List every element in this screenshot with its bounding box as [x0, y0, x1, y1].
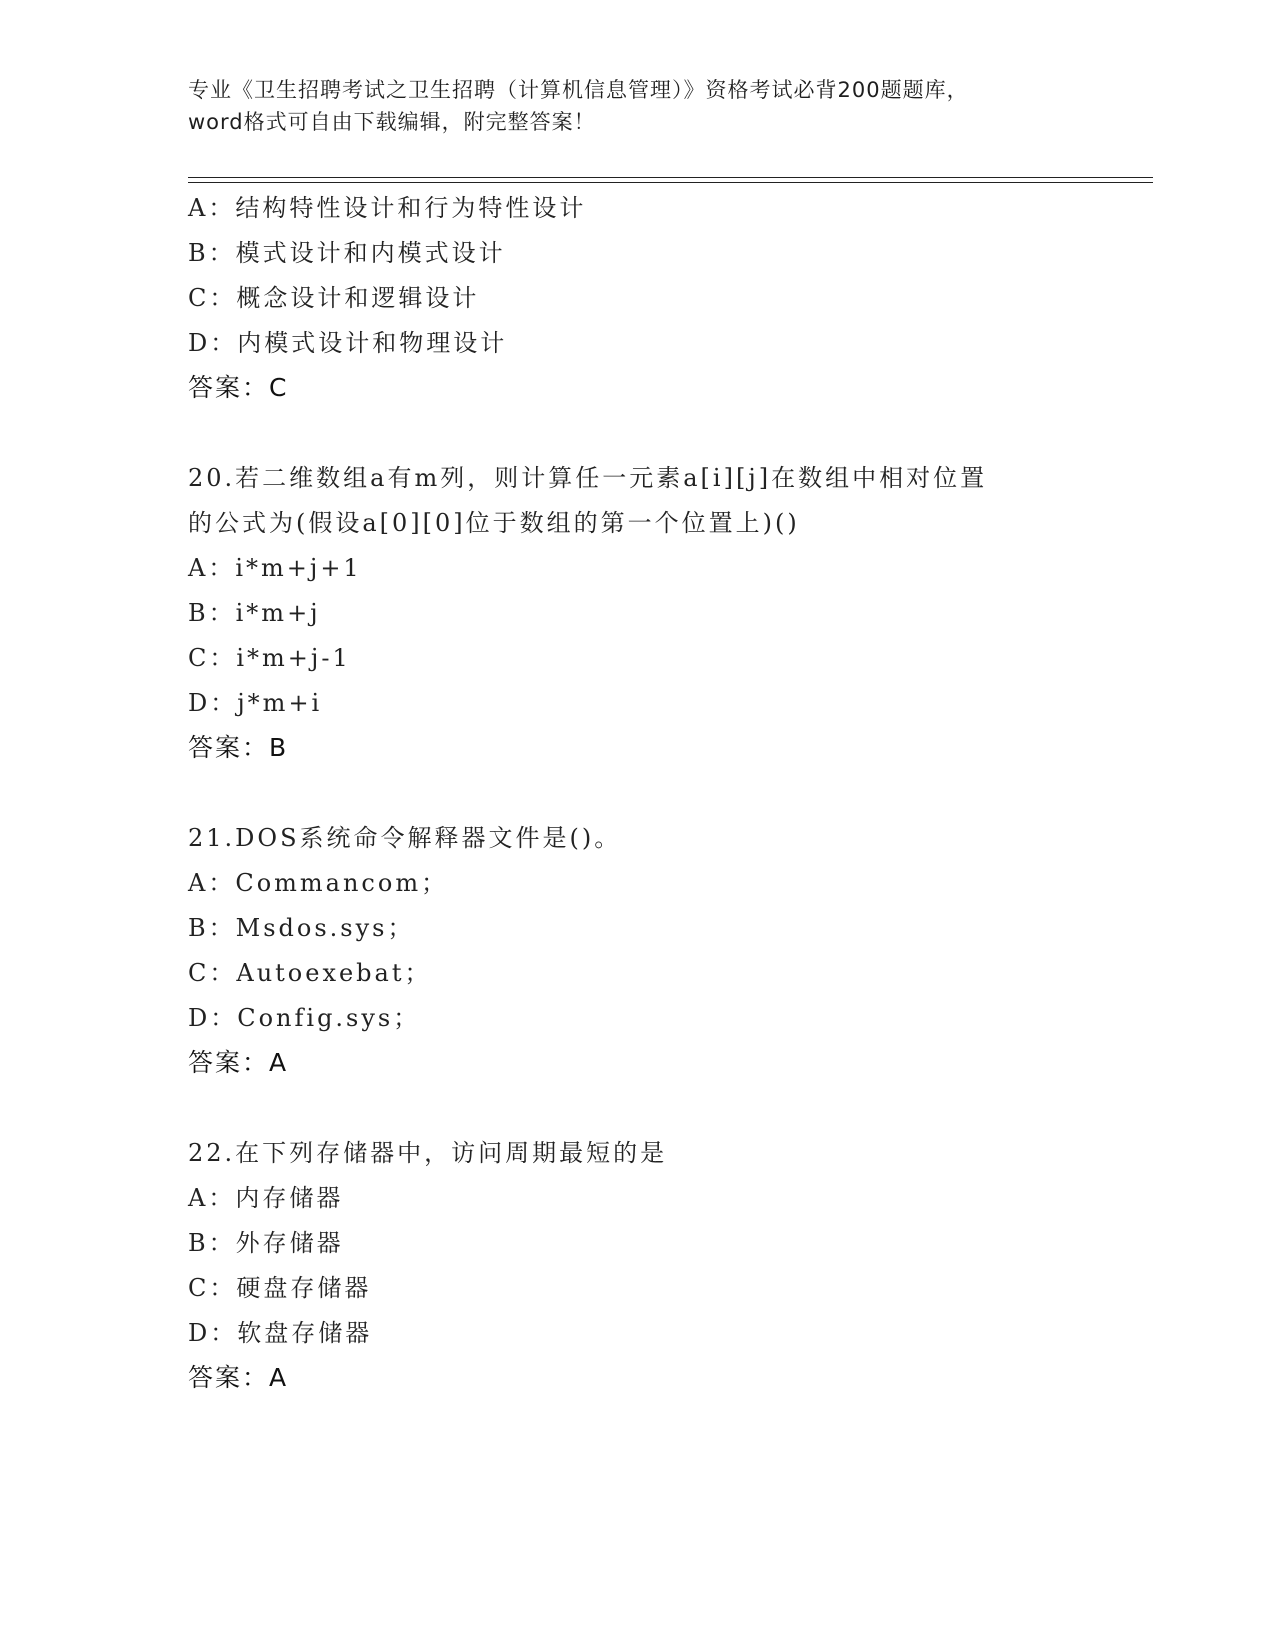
q19-option-d: D：内模式设计和物理设计 [188, 329, 508, 357]
header-divider-top [188, 177, 1153, 178]
q20-answer: 答案：B [188, 733, 289, 762]
q22-option-d: D：软盘存储器 [188, 1319, 373, 1347]
header-divider-bottom [188, 182, 1153, 183]
q22-option-c: C：硬盘存储器 [188, 1274, 372, 1302]
q19-option-c: C：概念设计和逻辑设计 [188, 284, 480, 312]
q22-option-a: A：内存储器 [188, 1184, 344, 1212]
q20-option-a: A：i*m+j+1 [188, 554, 362, 582]
q22-option-b: B：外存储器 [188, 1229, 344, 1257]
q21-answer: 答案：A [188, 1048, 289, 1077]
document-header [188, 74, 1088, 138]
q20-option-d: D：j*m+i [188, 689, 323, 717]
header-line-1: 专业《卫生招聘考试之卫生招聘（计算机信息管理）》资格考试必背200题题库， [188, 78, 969, 102]
q21-option-a: A：Commancom； [188, 869, 449, 897]
q21-option-d: D：Config.sys； [188, 1004, 421, 1032]
q20-option-c: C：i*m+j-1 [188, 644, 351, 672]
q21-option-b: B：Msdos.sys； [188, 914, 415, 942]
q20-option-b: B：i*m+j [188, 599, 321, 627]
q22-answer: 答案：A [188, 1363, 289, 1392]
q21-stem-line-1: 21.DOS系统命令解释器文件是()。 [188, 824, 622, 852]
q20-stem-line-2: 的公式为(假设a[0][0]位于数组的第一个位置上)() [188, 509, 800, 537]
q19-option-b: B：模式设计和内模式设计 [188, 239, 506, 267]
header-line-2: word格式可自由下载编辑，附完整答案！ [188, 110, 596, 134]
q22-stem-line-1: 22.在下列存储器中，访问周期最短的是 [188, 1139, 668, 1167]
q19-option-a: A：结构特性设计和行为特性设计 [188, 194, 587, 222]
q20-stem-line-1: 20.若二维数组a有m列，则计算任一元素a[i][j]在数组中相对位置 [188, 464, 988, 492]
q19-answer: 答案：C [188, 373, 289, 402]
q21-option-c: C：Autoexebat； [188, 959, 432, 987]
